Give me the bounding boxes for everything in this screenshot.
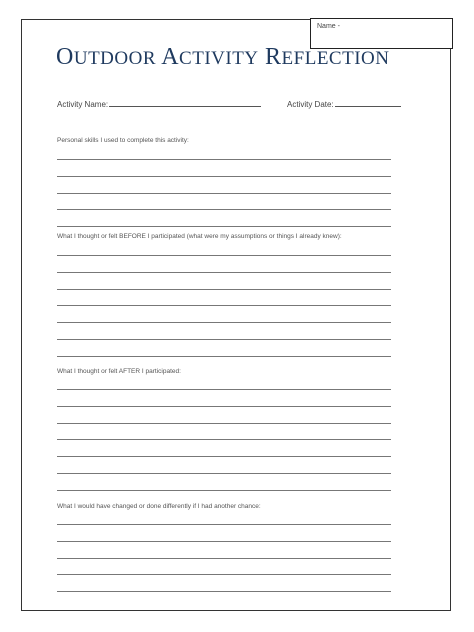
answer-line[interactable] [57, 159, 391, 160]
answer-line[interactable] [57, 193, 391, 194]
answer-line[interactable] [57, 541, 391, 542]
answer-line[interactable] [57, 356, 391, 357]
name-label: Name - [317, 23, 340, 30]
page-title [56, 44, 436, 71]
answer-line[interactable] [57, 176, 391, 177]
answer-line[interactable] [57, 322, 391, 323]
answer-line[interactable] [57, 339, 391, 340]
activity-date-label: Activity Date: [287, 100, 334, 109]
answer-line[interactable] [57, 490, 391, 491]
answer-line[interactable] [57, 406, 391, 407]
answer-line[interactable] [57, 524, 391, 525]
title-word-1: OUTDOOR [56, 44, 157, 70]
section-prompt: What I thought or felt AFTER I participated: [57, 368, 181, 375]
answer-line[interactable] [57, 574, 391, 575]
section-prompt: What I thought or felt BEFORE I participated (what were my assumptions or things I already knew): [57, 233, 342, 240]
answer-line[interactable] [57, 389, 391, 390]
answer-line[interactable] [57, 558, 391, 559]
answer-line[interactable] [57, 209, 391, 210]
activity-name-label: Activity Name: [57, 100, 109, 109]
answer-line[interactable] [57, 255, 391, 256]
answer-line[interactable] [57, 423, 391, 424]
answer-line[interactable] [57, 456, 391, 457]
answer-line[interactable] [57, 305, 391, 306]
answer-line[interactable] [57, 226, 391, 227]
answer-line[interactable] [57, 272, 391, 273]
answer-line[interactable] [57, 473, 391, 474]
activity-name-blank[interactable] [109, 99, 261, 107]
section-prompt: Personal skills I used to complete this activity: [57, 137, 189, 144]
answer-line[interactable] [57, 289, 391, 290]
answer-line[interactable] [57, 591, 391, 592]
activity-date-field[interactable] [287, 99, 401, 109]
title-word-2: ACTIVITY [161, 44, 259, 70]
answer-line[interactable] [57, 439, 391, 440]
section-prompt: What I would have changed or done differently if I had another chance: [57, 503, 261, 510]
activity-date-blank[interactable] [335, 99, 401, 107]
title-word-3: REFLECTION [265, 44, 390, 70]
activity-name-field[interactable] [57, 99, 261, 109]
